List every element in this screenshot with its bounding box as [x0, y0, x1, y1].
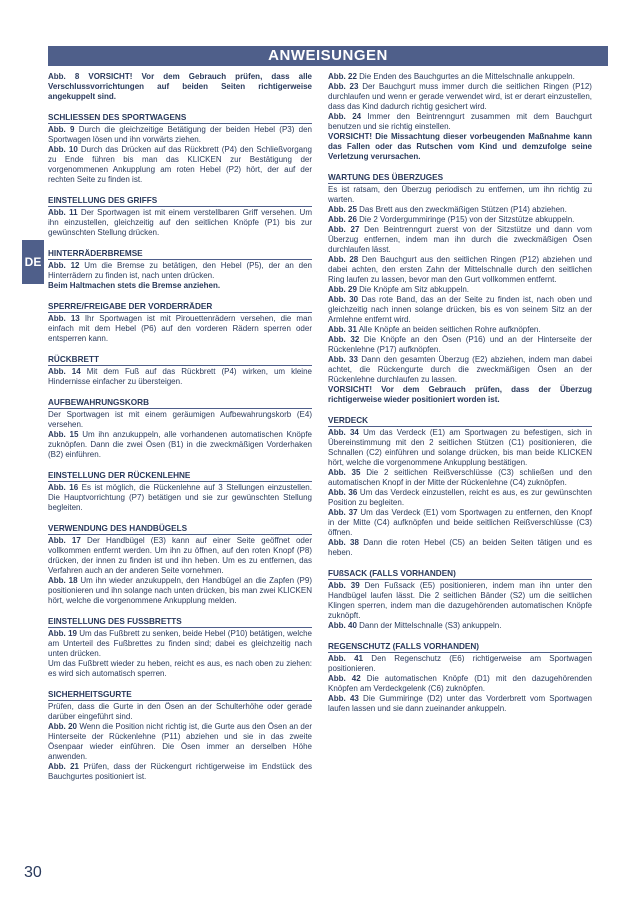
figure-label: Abb. 24	[328, 112, 362, 121]
section-title: EINSTELLUNG DES GRIFFS	[48, 196, 312, 207]
figure-label: Abb. 14	[48, 367, 81, 376]
section-title: SPERRE/FREIGABE DER VORDERRÄDER	[48, 302, 312, 313]
instruction-paragraph	[328, 428, 592, 468]
paragraph-text: Die Gummiringe (D2) unter das Vorderbrett vom Sportwagen laufen lassen und sie dann zueinander ankuppeln.	[328, 694, 592, 713]
paragraph-text: Es ist ratsam, den Überzug periodisch zu entfernen, um ihn richtig zu warten.	[328, 185, 592, 204]
paragraph-text: Den Bauchgurt aus den seitlichen Ringen (P12) abziehen und dabei achten, den ersten Zahn der Mittelschnalle durch den seitlichen Ring laufen zu lassen, bevor man den Gurt vollkommen entfernt.	[328, 255, 592, 284]
instruction-paragraph	[48, 722, 312, 762]
figure-label: Abb. 38	[328, 538, 359, 547]
figure-label: Abb. 43	[328, 694, 359, 703]
paragraph-text: Wenn die Position nicht richtig ist, die Gurte aus den Ösen an der Hinterseite der Rückenlehne (P11) abziehen und sie in das zweite Ösenpaar wieder einführen. Die Ösen immer an derselben Höhe anwenden.	[48, 722, 312, 761]
section-title: SICHERHEITSGURTE	[48, 690, 312, 701]
paragraph-text: Immer den Beintrenngurt zusammen mit dem Bauchgurt benutzen und sie richtig einstellen.	[328, 112, 592, 131]
paragraph-text: Um das Verdeck einzustellen, reicht es aus, es zur gewünschten Position zu begleiten.	[328, 488, 592, 507]
figure-label: Abb. 16	[48, 483, 79, 492]
paragraph-text: Den Regenschutz (E6) richtigerweise am Sportwagen positionieren.	[328, 654, 592, 673]
paragraph-text: Den Fußsack (E5) positionieren, indem man ihn unter den Handbügel laufen lässt. Die 2 seitlichen Bänder (S2) um die seitlichen Klingen sperren, indem man die dazugehörenden automatischen Knöpfe zuknöpft.	[328, 581, 592, 620]
figure-label: Abb. 15	[48, 430, 79, 439]
section-title: AUFBEWAHRUNGSKORB	[48, 398, 312, 409]
instruction-paragraph	[328, 694, 592, 714]
paragraph-text: Um das Verdeck (E1) am Sportwagen zu befestigen, sich in Übereinstimmung mit den 2 seitlichen Stützen (C1) positionieren, die Schnallen (C2) einführen und solange drücken, bis man beide KLICKEN hört, welche die vorgenommene Ankupplung bestätigen.	[328, 428, 592, 467]
instruction-paragraph	[328, 538, 592, 558]
figure-label: Abb. 28	[328, 255, 359, 264]
paragraph-text: Um die Bremse zu betätigen, den Hebel (P5), der an den Hinterrädern zu finden ist, nach unten drücken.	[48, 261, 312, 280]
figure-label: Abb. 36	[328, 488, 358, 497]
paragraph-text: Die Enden des Bauchgurtes an die Mittelschnalle ankuppeln.	[359, 72, 575, 81]
instruction-paragraph	[48, 208, 312, 238]
instruction-paragraph	[328, 225, 592, 255]
paragraph-text: VORSICHT! Vor dem Gebrauch prüfen, dass der Überzug richtigerweise wieder positioniert worden ist.	[328, 385, 592, 404]
section-title: FUßSACK (FALLS VORHANDEN)	[328, 569, 592, 580]
instruction-paragraph	[48, 702, 312, 722]
paragraph-text: VORSICHT! Die Missachtung dieser vorbeugenden Maßnahme kann das Fallen oder das Rutschen vom Kind und demzufolge seine Verletzung verursachen.	[328, 132, 592, 161]
instruction-paragraph	[328, 385, 592, 405]
paragraph-text: Um das Verdeck (E1) vom Sportwagen zu entfernen, den Knopf in der Mitte (C4) aufknöpfen und beide seitlichen Reißverschlüsse (C3) öffnen.	[328, 508, 592, 537]
paragraph-text: Prüfen, dass der Rückengurt richtigerweise im Endstück des Bauchgurtes positioniert ist.	[48, 762, 312, 781]
instruction-paragraph	[48, 430, 312, 460]
paragraph-text: Es ist möglich, die Rückenlehne auf 3 Stellungen einzustellen. Die Hauptvorrichtung (P7) betätigen und sie zur gewünschten Stellung begleiten.	[48, 483, 312, 512]
instruction-paragraph	[48, 483, 312, 513]
figure-label: Abb. 26	[328, 215, 357, 224]
figure-label: Abb. 27	[328, 225, 360, 234]
figure-label: Abb. 21	[48, 762, 80, 771]
instruction-paragraph	[328, 335, 592, 355]
page-header-bar	[48, 46, 608, 66]
figure-label: Abb. 29	[328, 285, 357, 294]
figure-label: Abb. 30	[328, 295, 359, 304]
figure-label: Abb. 19	[48, 629, 77, 638]
paragraph-text: Prüfen, dass die Gurte in den Ösen an der Schulterhöhe oder gerade darüber eingeführt sind.	[48, 702, 312, 721]
instruction-paragraph	[48, 629, 312, 659]
paragraph-text: Die 2 seitlichen Reißverschlüsse (C3) schließen und den automatischen Knopf in der Mitte der Rückenlehne (C4) zuknöpfen.	[328, 468, 592, 487]
section-title: REGENSCHUTZ (FALLS VORHANDEN)	[328, 642, 592, 653]
instruction-paragraph	[48, 125, 312, 145]
instruction-paragraph	[328, 112, 592, 132]
instruction-paragraph	[328, 581, 592, 621]
paragraph-text: Den Beintrenngurt zuerst von der Sitzstütze und dann vom Überzug entfernen, indem man ihn durch die zweckmäßigen Ösen durchlaufen lässt.	[328, 225, 592, 254]
figure-label: Abb. 42	[328, 674, 361, 683]
paragraph-text: Der Sportwagen ist mit einem geräumigen Aufbewahrungskorb (E4) versehen.	[48, 410, 312, 429]
section-title: HINTERRÄDERBREMSE	[48, 249, 312, 260]
instruction-paragraph	[328, 621, 592, 631]
instruction-paragraph	[48, 261, 312, 281]
figure-label: Abb. 10	[48, 145, 78, 154]
paragraph-text: Dann der Mittelschnalle (S3) ankuppeln.	[359, 621, 502, 630]
figure-label: Abb. 12	[48, 261, 80, 270]
language-tab: DE	[22, 240, 44, 284]
instruction-paragraph	[48, 367, 312, 387]
instruction-paragraph	[328, 82, 592, 112]
instruction-paragraph	[328, 285, 592, 295]
instruction-paragraph	[328, 255, 592, 285]
paragraph-text: Ihr Sportwagen ist mit Pirouettenrädern versehen, die man einfach mit dem Hebel (P6) auf den vorderen Rädern sperren oder entsperren kann.	[48, 314, 312, 343]
paragraph-text: Das rote Band, das an der Seite zu finden ist, nach oben und gleichzeitig nach innen solange drücken, bis es von seinem Sitz an der Armlehne entfernt wird.	[328, 295, 592, 324]
paragraph-text: Durch das Drücken auf das Rückbrett (P4) den Schließvorgang zu Ende führen bis man das KLICKEN zur Bestätigung der vorgenommenen Ankupplung am roten Hebel (P2) hört, der auf der rechten Seite zu finden ist.	[48, 145, 312, 184]
section-title: EINSTELLUNG DES FUSSBRETTS	[48, 617, 312, 628]
paragraph-text: Der Sportwagen ist mit einem verstellbaren Griff versehen. Um ihn einzustellen, gleichzeitig auf den seitlichen Knöpfe (P1) bis zur gewünschten Stellung drücken.	[48, 208, 312, 237]
instruction-paragraph	[328, 488, 592, 508]
figure-label: Abb. 18	[48, 576, 78, 585]
figure-label: Abb. 39	[328, 581, 360, 590]
right-column	[328, 72, 592, 714]
section-title: VERWENDUNG DES HANDBÜGELS	[48, 524, 312, 535]
paragraph-text: VORSICHT! Vor dem Gebrauch prüfen, dass alle Verschlussvorrichtungen auf beiden Seiten richtigerweise angekuppelt sind.	[48, 72, 312, 101]
instruction-paragraph	[328, 132, 592, 162]
left-column	[48, 72, 312, 782]
paragraph-text: Das Brett aus den zweckmäßigen Stützen (P14) abziehen.	[359, 205, 567, 214]
section-title: VERDECK	[328, 416, 592, 427]
figure-label: Abb. 35	[328, 468, 361, 477]
instruction-paragraph	[328, 325, 592, 335]
paragraph-text: Um ihn wieder anzukuppeln, den Handbügel an die Zapfen (P9) positionieren und ihn solange nach unten drücken, bis man zwei KLICKEN hört, welche die vorgenommene Ankupplung melden.	[48, 576, 312, 605]
instruction-paragraph	[48, 281, 312, 291]
instruction-paragraph	[48, 314, 312, 344]
paragraph-text: Die Knöpfe an den Ösen (P16) und an der Hinterseite der Rückenlehne (P17) aufknöpfen.	[328, 335, 592, 354]
paragraph-text: Der Bauchgurt muss immer durch die seitlichen Ringen (P12) durchlaufen und wenn er gerade verwendet wird, ist er derart einzustellen, dass das Kind dadurch richtig gesichert wird.	[328, 82, 592, 111]
instruction-paragraph	[48, 576, 312, 606]
figure-label: Abb. 20	[48, 722, 77, 731]
figure-label: Abb. 22	[328, 72, 357, 81]
instruction-paragraph	[328, 654, 592, 674]
figure-label: Abb. 8	[48, 72, 80, 81]
instruction-paragraph	[48, 410, 312, 430]
section-title: EINSTELLUNG DER RÜCKENLEHNE	[48, 471, 312, 482]
paragraph-text: Durch die gleichzeitige Betätigung der beiden Hebel (P3) den Sportwagen lösen und ihn vorwärts ziehen.	[48, 125, 313, 144]
paragraph-text: Um das Fußbrett zu senken, beide Hebel (P10) betätigen, welche am Unterteil des Fußbrettes zu finden sind; dabei es gleichzeitig nach unten drücken.	[48, 629, 312, 658]
instruction-paragraph	[328, 215, 592, 225]
instruction-paragraph	[328, 72, 592, 82]
figure-label: Abb. 32	[328, 335, 360, 344]
instruction-paragraph	[328, 185, 592, 205]
figure-label: Abb. 33	[328, 355, 358, 364]
instruction-paragraph	[328, 674, 592, 694]
instruction-paragraph	[328, 205, 592, 215]
figure-label: Abb. 31	[328, 325, 357, 334]
section-title: RÜCKBRETT	[48, 355, 312, 366]
figure-label: Abb. 17	[48, 536, 81, 545]
paragraph-text: Beim Haltmachen stets die Bremse anziehen.	[48, 281, 221, 290]
paragraph-text: Der Handbügel (E3) kann auf einer Seite geöffnet oder vollkommen entfernt werden. Um ihn zu öffnen, auf den roten Knopf (P8) drücken, der innen zu finden ist und ihn heben. Um es zu entfernen, das Verfahren auch an der anderen Seite vornehmen.	[48, 536, 312, 575]
instruction-paragraph	[48, 72, 312, 102]
paragraph-text: Dann den gesamten Überzug (E2) abziehen, indem man dabei achtet, die Rückengurte durch die zweckmäßigen Ösen an der Rückenlehne durchlaufen zu lassen.	[328, 355, 592, 384]
section-title: WARTUNG DES ÜBERZUGES	[328, 173, 592, 184]
figure-label: Abb. 11	[48, 208, 78, 217]
figure-label: Abb. 25	[328, 205, 357, 214]
paragraph-text: Um ihn anzukuppeln, alle vorhandenen automatischen Knöpfe zuknöpfen. Dann die zwei Ösen (B1) in die zweckmäßigen Vorderhaken (B2) einführen.	[48, 430, 312, 459]
page-number: 30	[24, 864, 42, 881]
figure-label: Abb. 9	[48, 125, 75, 134]
section-title: SCHLIESSEN DES SPORTWAGENS	[48, 113, 312, 124]
figure-label: Abb. 41	[328, 654, 363, 663]
paragraph-text: Dann die roten Hebel (C5) an beiden Seiten tätigen und es heben.	[328, 538, 593, 557]
paragraph-text: Die Knöpfe am Sitz abkuppeln.	[359, 285, 469, 294]
instruction-paragraph	[48, 659, 312, 679]
instruction-paragraph	[328, 355, 592, 385]
instruction-paragraph	[48, 145, 312, 185]
instruction-paragraph	[48, 536, 312, 576]
paragraph-text: Die 2 Vordergummiringe (P15) von der Sitzstütze abkuppeln.	[359, 215, 575, 224]
page-header-title: ANWEISUNGEN	[268, 47, 388, 64]
instruction-paragraph	[48, 762, 312, 782]
figure-label: Abb. 40	[328, 621, 357, 630]
figure-label: Abb. 37	[328, 508, 358, 517]
instruction-paragraph	[328, 468, 592, 488]
paragraph-text: Alle Knöpfe an beiden seitlichen Rohre aufknöpfen.	[358, 325, 541, 334]
instruction-paragraph	[328, 295, 592, 325]
instruction-paragraph	[328, 508, 592, 538]
paragraph-text: Um das Fußbrett wieder zu heben, reicht es aus, es nach oben zu ziehen: es wird sich automatisch sperren.	[48, 659, 312, 678]
paragraph-text: Mit dem Fuß auf das Rückbrett (P4) wirken, um kleine Hindernisse einfacher zu übersteigen.	[48, 367, 312, 386]
paragraph-text: Die automatischen Knöpfe (D1) mit den dazugehörenden Knöpfen am Verdeckgelenk (C6) zuknöpfen.	[328, 674, 592, 693]
figure-label: Abb. 34	[328, 428, 359, 437]
figure-label: Abb. 13	[48, 314, 80, 323]
figure-label: Abb. 23	[328, 82, 359, 91]
